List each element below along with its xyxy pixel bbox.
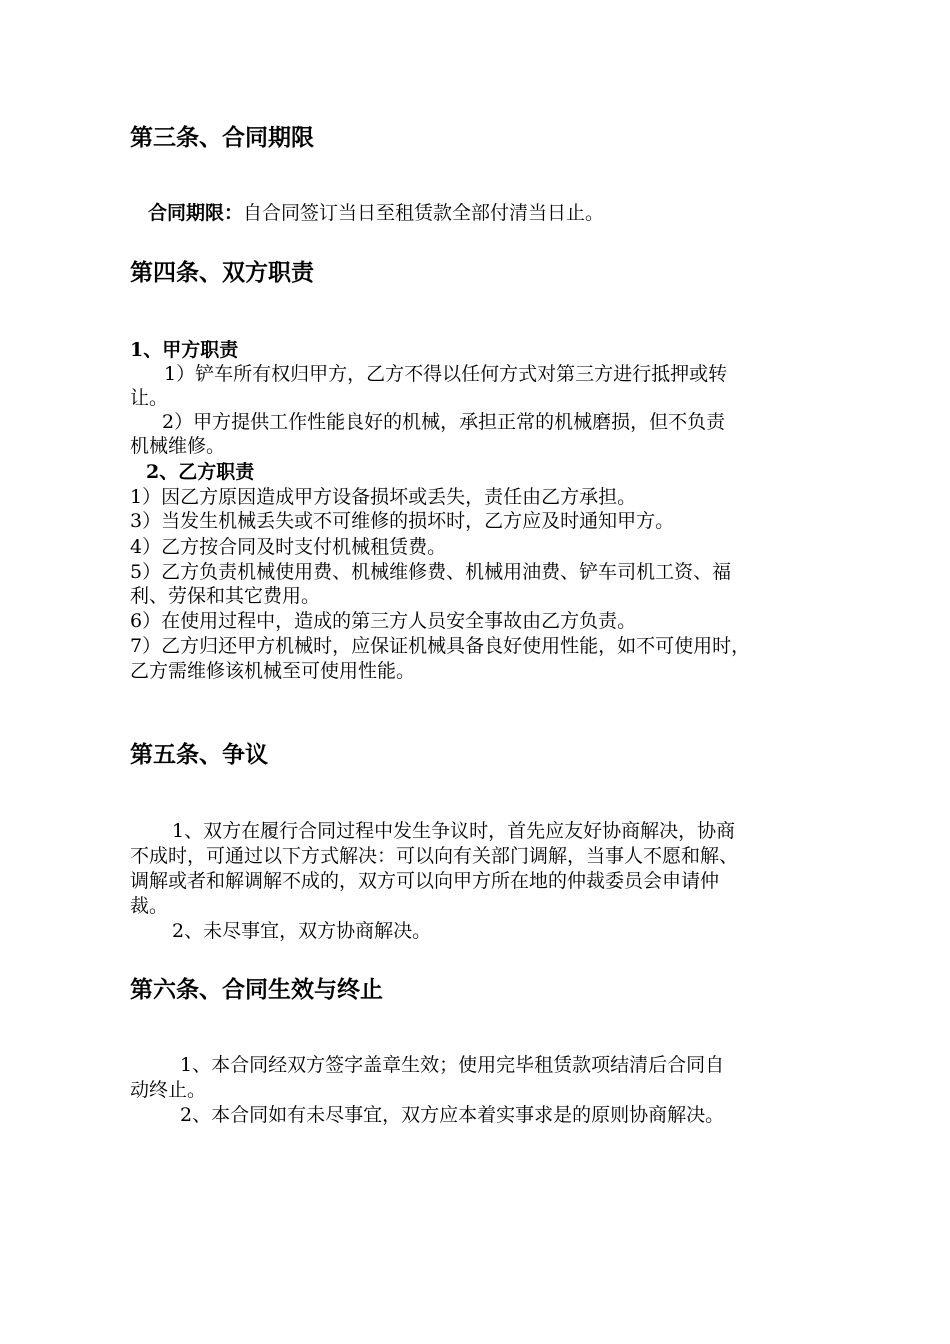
section-4-heading: 第四条、双方职责 xyxy=(130,259,314,286)
effect-termination-line: 2、本合同如有未尽事宜，双方应本着实事求是的原则协商解决。 xyxy=(180,1104,725,1126)
dispute-paragraph-line: 裁。 xyxy=(130,895,169,917)
effect-termination-line: 1、本合同经双方签字盖章生效；使用完毕租赁款项结清后合同自 xyxy=(180,1054,725,1076)
contract-term-label: 合同期限： xyxy=(148,202,244,224)
party-b-item: 1）因乙方原因造成甲方设备损坏或丢失，责任由乙方承担。 xyxy=(130,486,637,508)
dispute-paragraph-line: 不成时，可通过以下方式解决：可以向有关部门调解，当事人不愿和解、 xyxy=(130,845,739,867)
party-b-item: 利、劳保和其它费用。 xyxy=(130,585,321,607)
dispute-paragraph-line: 1、双方在履行合同过程中发生争议时，首先应友好协商解决，协商 xyxy=(172,820,736,842)
party-b-item: 4）乙方按合同及时支付机械租赁费。 xyxy=(130,536,447,558)
party-b-item: 6）在使用过程中，造成的第三方人员安全事故由乙方负责。 xyxy=(130,610,637,632)
party-a-item: 2）甲方提供工作性能良好的机械，承担正常的机械磨损，但不负责 xyxy=(162,411,726,433)
party-a-item: 让。 xyxy=(130,387,169,409)
contract-term-text: 自合同签订当日至租赁款全部付清当日止。 xyxy=(243,202,605,224)
section-3-heading: 第三条、合同期限 xyxy=(130,124,314,151)
party-b-duties-heading: 2、乙方职责 xyxy=(146,461,255,483)
party-a-item: 机械维修。 xyxy=(130,435,226,457)
party-b-item: 3）当发生机械丢失或不可维修的损坏时，乙方应及时通知甲方。 xyxy=(130,510,675,532)
party-b-item: 5）乙方负责机械使用费、机械维修费、机械用油费、铲车司机工资、福 xyxy=(130,561,732,583)
party-b-item: 乙方需维修该机械至可使用性能。 xyxy=(130,660,416,682)
section-6-heading: 第六条、合同生效与终止 xyxy=(130,976,383,1003)
dispute-paragraph-line: 2、未尽事宜，双方协商解决。 xyxy=(172,920,432,942)
party-a-item: 1）铲车所有权归甲方，乙方不得以任何方式对第三方进行抵押或转 xyxy=(164,363,728,385)
party-a-duties-heading: 1、甲方职责 xyxy=(130,339,239,361)
section-5-heading: 第五条、争议 xyxy=(130,741,268,768)
dispute-paragraph-line: 调解或者和解调解不成的，双方可以向甲方所在地的仲裁委员会申请仲 xyxy=(130,870,720,892)
effect-termination-line: 动终止。 xyxy=(130,1079,207,1101)
party-b-item: 7）乙方归还甲方机械时，应保证机械具备良好使用性能，如不可使用时， xyxy=(130,635,751,657)
contract-term-paragraph xyxy=(148,201,604,225)
